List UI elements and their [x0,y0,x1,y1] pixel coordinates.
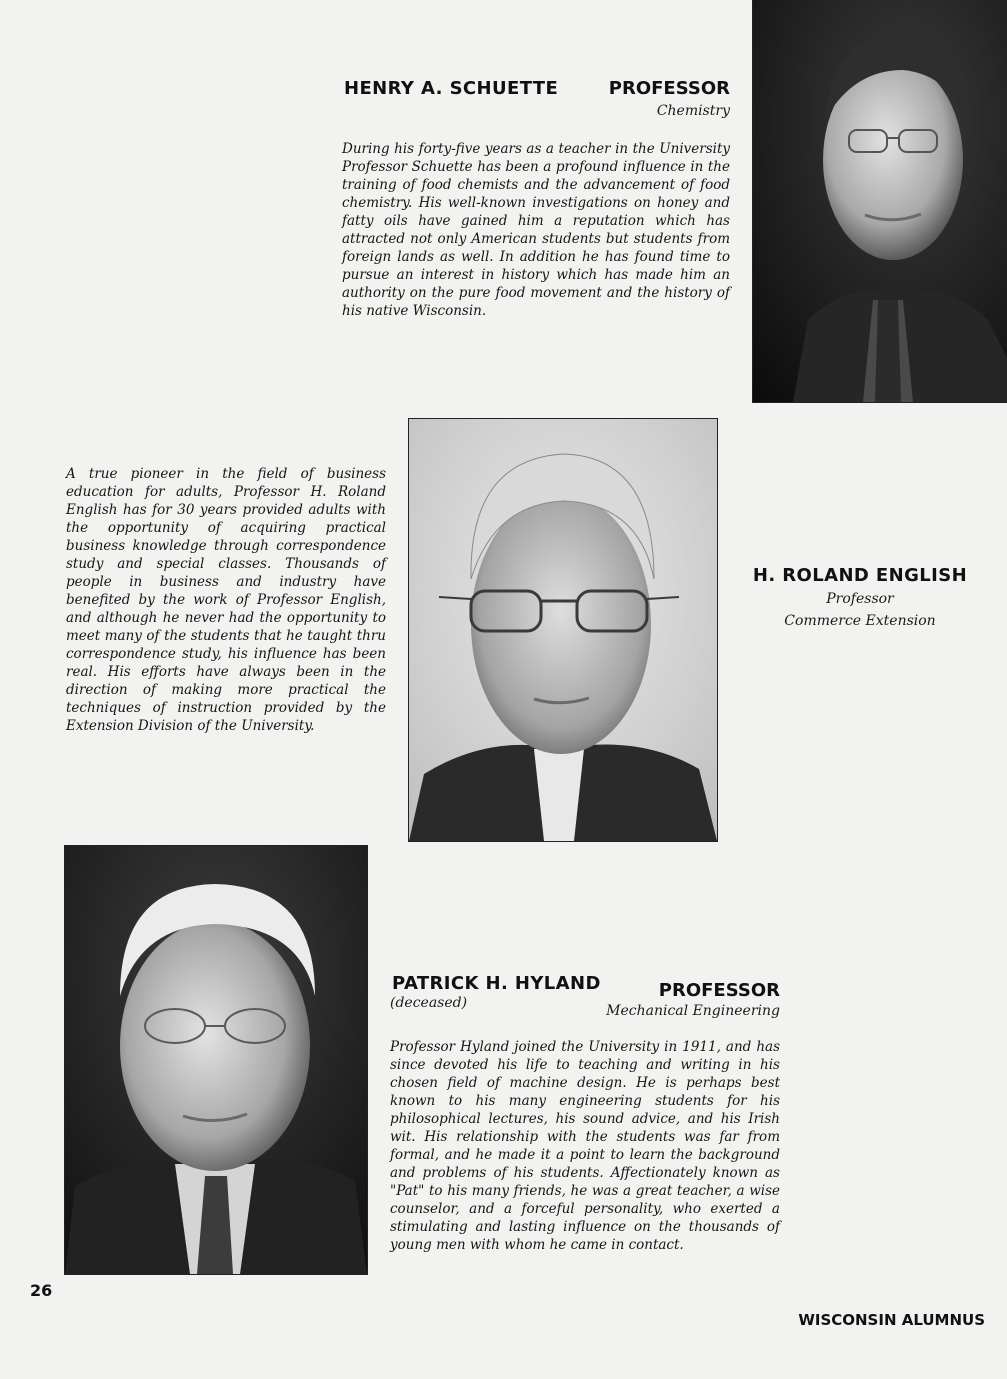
profile-schuette [0,0,1007,410]
profile-name: PATRICK H. HYLAND [392,973,601,994]
portrait-photo-schuette [752,0,1007,403]
profile-title: PROFESSOR [658,980,780,1001]
profile-title: Professor [826,591,894,607]
portrait-photo-hyland [64,845,368,1275]
profile-department: Commerce Extension [784,613,936,629]
magazine-title: WISCONSIN ALUMNUS [798,1311,985,1329]
profile-english [0,410,1007,840]
profile-hyland [0,840,1007,1290]
profile-note: (deceased) [390,995,468,1011]
portrait-photo-english [408,418,718,842]
profile-department: Mechanical Engineering [606,1003,780,1019]
profile-name: HENRY A. SCHUETTE [344,78,559,99]
page-number: 26 [30,1281,53,1300]
profile-bio: A true pioneer in the field of business education for adults, Professor H. Roland English has for 30 years provided adults with the opportunity of acquiring practical business knowledge through correspondence study and special classes. Thousands of people in business and industry have benefited by the work of Professor English, and although he never had the opportunity to meet many of the students that he taught thru correspondence study, his influence has been real. His efforts have always been in the direction of making more practical the techniques of instruction provided by the Extension Division of the University. [66,466,386,734]
profile-bio: Professor Hyland joined the University in 1911, and has since devoted his life to teaching and writing in his chosen field of machine design. He is perhaps best known to his many engineering students for his philosophical lectures, his sound advice, and his Irish wit. His relationship with the students was far from formal, and he made it a point to learn the background and problems of his students. Affectionately known as "Pat" to his many friends, he was a great teacher, a wise counselor, and a forceful personality, who exerted a stimulating and lasting influence on the thousands of young men with whom he came in contact. [390,1039,780,1253]
profile-title: PROFESSOR [608,78,730,99]
profile-name: H. ROLAND ENGLISH [752,565,968,586]
profile-bio: During his forty-five years as a teacher in the University Professor Schuette has been a profound influence in the training of food chemists and the advancement of food chemistry. His well-known investigations on honey and fatty oils have gained him a reputation which has attracted not only American students but students from foreign lands as well. In addition he has found time to pursue an interest in history which has made him an authority on the pure food movement and the history of his native Wisconsin. [342,141,730,319]
profile-department: Chemistry [656,103,730,119]
